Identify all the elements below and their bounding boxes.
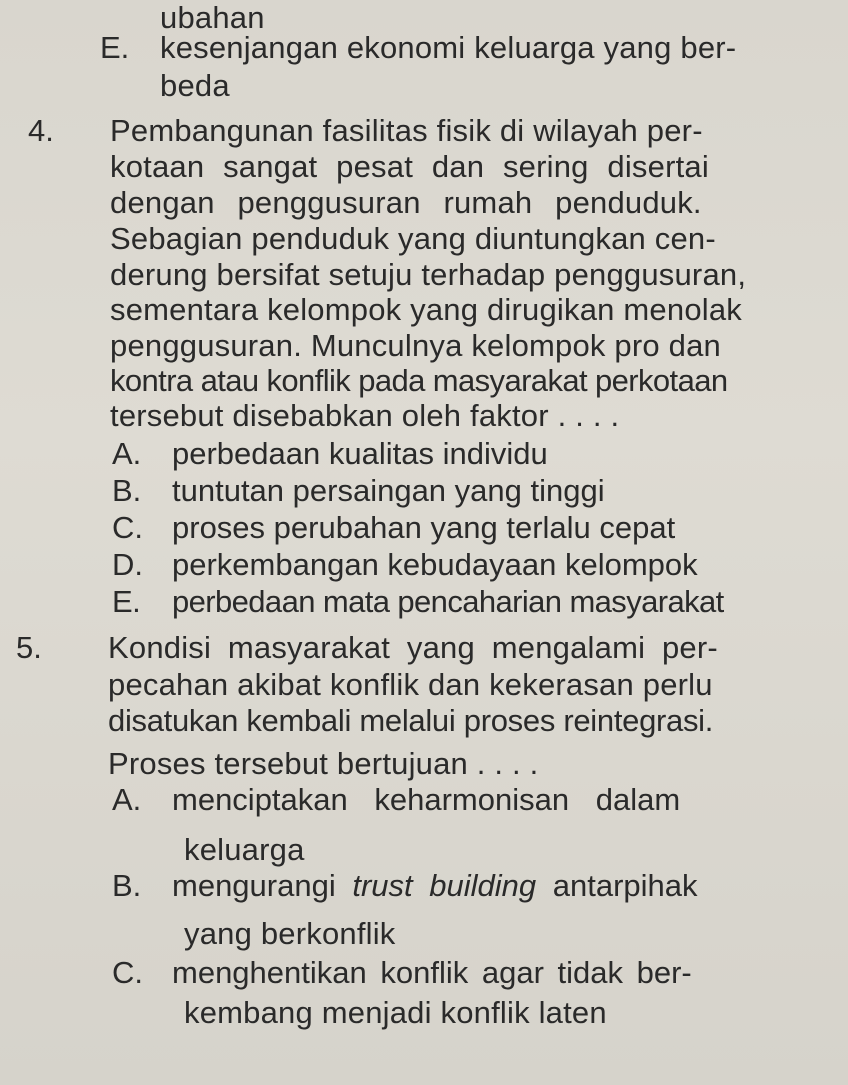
question-5-line: Kondisi masyarakat yang mengalami per-	[108, 630, 718, 665]
option-letter: D.	[112, 547, 143, 582]
option-letter: A.	[112, 782, 142, 817]
option-text-post: antarpihak	[536, 868, 698, 903]
option-text: tuntutan persaingan yang tinggi	[172, 473, 605, 508]
question-5-option-a	[112, 782, 680, 818]
prev-option-continuation: ubahan	[160, 0, 265, 35]
question-4-option-c	[112, 510, 675, 546]
option-letter: B.	[112, 868, 142, 903]
question-4-line: derung bersifat setuju terhadap penggusuran,	[110, 257, 747, 292]
question-5-option-a-line2: keluarga	[184, 832, 305, 867]
question-5-option-c	[112, 955, 692, 991]
question-4-line: Sebagian penduduk yang diuntungkan cen-	[110, 221, 716, 256]
option-text: perbedaan mata pencaharian masyarakat	[172, 584, 724, 619]
question-4-option-b	[112, 473, 605, 509]
question-4-line: kotaan sangat pesat dan sering disertai	[110, 149, 709, 184]
question-4-line: Pembangunan fasilitas fisik di wilayah per-	[110, 113, 703, 148]
question-5-option-b	[112, 868, 698, 904]
question-5-line: disatukan kembali melalui proses reintegrasi.	[108, 703, 714, 738]
option-text: menciptakan keharmonisan dalam	[172, 782, 681, 817]
prev-option-e-letter: E.	[100, 30, 130, 65]
prev-option-e-line1: kesenjangan ekonomi keluarga yang ber-	[160, 30, 737, 65]
option-letter: B.	[112, 473, 142, 508]
question-5-number: 5.	[16, 630, 42, 665]
question-4-option-d	[112, 547, 698, 583]
option-text: proses perubahan yang terlalu cepat	[172, 510, 676, 545]
option-letter: E.	[112, 584, 141, 619]
question-4-line: tersebut disebabkan oleh faktor . . . .	[110, 398, 620, 433]
option-text: perbedaan kualitas individu	[172, 436, 548, 471]
option-letter: A.	[112, 436, 142, 471]
option-text-italic: trust building	[352, 868, 537, 903]
question-4-line: penggusuran. Munculnya kelompok pro dan	[110, 328, 721, 363]
option-text: perkembangan kebudayaan kelompok	[172, 547, 698, 582]
question-4-line: sementara kelompok yang dirugikan menolak	[110, 292, 742, 327]
question-4-option-a	[112, 436, 548, 472]
question-4-number: 4.	[28, 113, 54, 148]
question-5-option-b-line2: yang berkonflik	[184, 916, 396, 951]
question-4-line: kontra atau konflik pada masyarakat perkotaan	[110, 363, 728, 398]
question-5-option-c-line2: kembang menjadi konflik laten	[184, 995, 607, 1030]
prev-option-e-line2: beda	[160, 68, 230, 103]
question-5-line: pecahan akibat konflik dan kekerasan perlu	[108, 667, 713, 702]
option-text-pre: mengurangi	[172, 868, 353, 903]
question-4-option-e	[112, 584, 724, 620]
option-letter: C.	[112, 955, 143, 990]
option-letter: C.	[112, 510, 143, 545]
question-5-line: Proses tersebut bertujuan . . . .	[108, 746, 539, 781]
question-4-line: dengan penggusuran rumah penduduk.	[110, 185, 702, 220]
option-text: menghentikan konflik agar tidak ber-	[172, 955, 692, 990]
